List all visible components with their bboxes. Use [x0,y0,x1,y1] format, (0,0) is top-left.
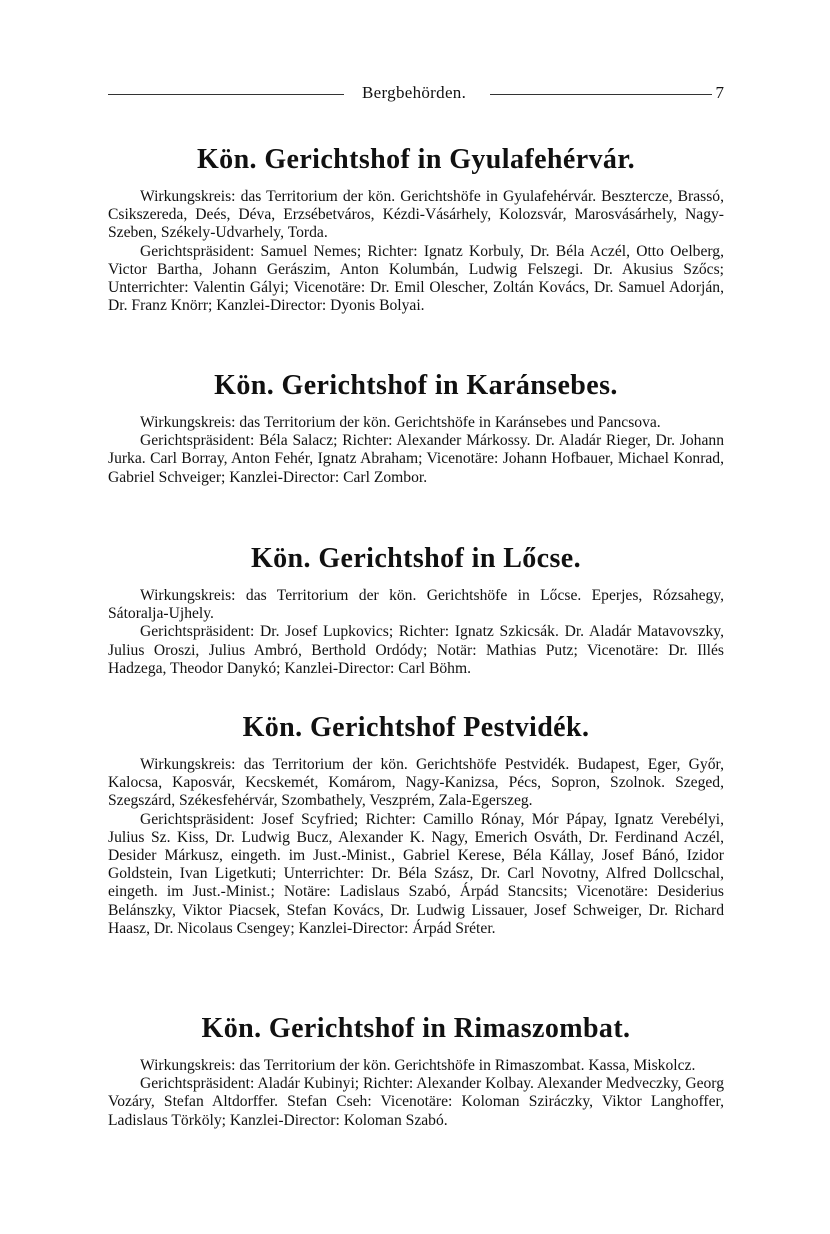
section-gyulafehervar [108,144,724,315]
section-heading: Kön. Gerichtshof Pestvidék. [242,712,590,743]
section-heading: Kön. Gerichtshof in Gyulafehérvár. [196,144,635,175]
personnel-paragraph: Gerichtspräsident: Josef Scyfried; Richter: Camillo Rónay, Mór Pápay, Ignatz Verebélyi, Julius Sz. Kiss, Dr. Ludwig Bucz, Alexander K. Nagy, Emerich Osváth, Dr. Ferdinand Aczél, Desider Márkusz, eingeth. im Just.-Minist., Gabriel Kerese, Béla Kállay, Josef Bánó, Izidor Goldstein, Ivan Ligetkuti; Unterrichter: Dr. Béla Szász, Dr. Carl Novotny, Alfred Dollcschal, eingeth. im Just.-Minist.; Notäre: Ladislaus Szabó, Árpád Stancsits; Vicenotäre: Desiderius Belánszky, Viktor Piacsek, Stefan Kovács, Dr. Ludwig Lissauer, Josef Schweiger, Dr. Richard Haasz, Dr. Nicolaus Csengey; Kanzlei-Director: Árpád Sréter. [108,810,724,937]
header-rule-right [490,94,712,95]
section-heading: Kön. Gerichtshof in Rimaszombat. [201,1013,631,1044]
personnel-paragraph: Gerichtspräsident: Samuel Nemes; Richter: Ignatz Korbuly, Dr. Béla Aczél, Otto Oelberg, Victor Bartha, Johann Gerászim, Anton Kolumbán, Ludwig Felszegi. Dr. Akusius Szőcs; Unterrichter: Valentin Gályi; Vicenotäre: Dr. Emil Olescher, Zoltán Kovács, Dr. Samuel Adorján, Dr. Franz Knörr; Kanzlei-Director: Dyonis Bolyai. [108,242,724,315]
jurisdiction-paragraph: Wirkungskreis: das Territorium der kön. Gerichtshöfe in Gyulafehérvár. Beszterczе, Brassó, Csikszereda, Deés, Déva, Erzsébetváros, Kézdi-Vásárhely, Kolozsvár, Marosvásárhely, Nagy-Szeben, Székely-Udvarhely, Torda. [108,188,724,242]
personnel-paragraph: Gerichtspräsident: Dr. Josef Lupkovics; Richter: Ignatz Szkicsák. Dr. Aladár Matavovszky, Julius Oroszi, Julius Ambró, Berthold Ordódy; Notär: Mathias Putz; Vicenotäre: Dr. Illés Hadzega, Theodor Danykó; Kanzlei-Director: Carl Böhm. [108,623,724,677]
section-locse [108,543,724,678]
page-number: 7 [715,83,724,102]
section-pestvidek [108,712,724,938]
page-header [108,83,724,105]
jurisdiction-paragraph: Wirkungskreis: das Territorium der kön. Gerichtshöfe in Lőcse. Eperjes, Rózsahegy, Sátoralja-Ujhely. [108,587,724,623]
jurisdiction-paragraph: Wirkungskreis: das Territorium der kön. Gerichtshöfe in Rimaszombat. Kassa, Miskolcz. [140,1057,696,1074]
header-rule-left [108,94,344,95]
jurisdiction-paragraph: Wirkungskreis: das Territorium der kön. Gerichtshöfe Pestvidék. Budapest, Eger, Győr, Kalocsa, Kaposvár, Kecskemét, Komárom, Nagy-Kanizsa, Pécs, Sopron, Szolnok. Szeged, Szegszárd, Székesfehérvár, Szombathely, Veszprém, Zala-Egerszeg. [108,756,724,810]
section-rimaszombat [108,1013,724,1130]
section-karansebes [108,370,724,487]
jurisdiction-paragraph: Wirkungskreis: das Territorium der kön. Gerichtshöfe in Karánsebes und Pancsova. [140,414,661,431]
section-heading: Kön. Gerichtshof in Karánsebes. [214,370,618,401]
personnel-paragraph: Gerichtspräsident: Béla Salacz; Richter: Alexander Márkossy. Dr. Aladár Rieger, Dr. Johann Jurka. Carl Borray, Anton Fehér, Ignatz Abraham; Vicenotäre: Johann Hofbauer, Michael Konrad, Gabriel Schveiger; Kanzlei-Director: Carl Zombor. [108,432,724,486]
running-title: Bergbehörden. [362,83,467,102]
section-heading: Kön. Gerichtshof in Lőcse. [250,543,582,574]
personnel-paragraph: Gerichtspräsident: Aladár Kubinyi; Richter: Alexander Kolbay. Alexander Medveczky, Georg Vozáry, Stefan Altdorffer. Stefan Cseh: Vicenotäre: Koloman Sziráczky, Viktor Langhoffer, Ladislaus Törköly; Kanzlei-Director: Koloman Szabó. [108,1075,725,1129]
